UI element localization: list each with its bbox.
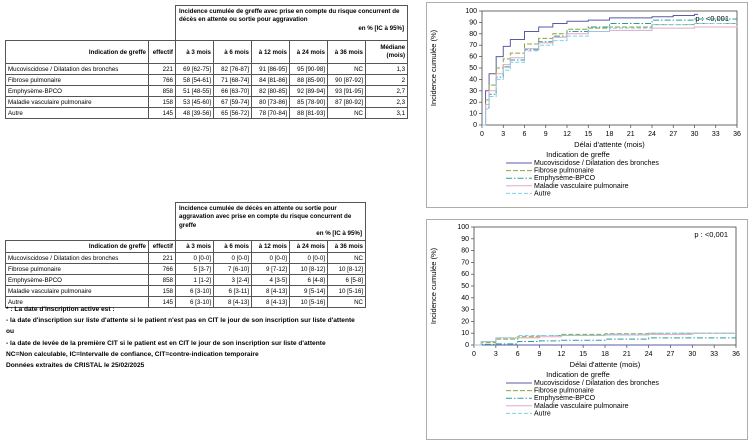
x-tick-label: 21 [622,351,631,358]
table-cell: 92 [89-94] [290,86,328,97]
row-label: Emphysème-BPCO [6,86,149,97]
p-value-label: p : <0,001 [694,230,728,239]
y-tick-label: 40 [469,76,477,84]
x-tick-label: 30 [688,351,697,358]
row-label: Mucoviscidose / Dilatation des bronches [6,64,149,75]
table-row [6,264,366,275]
table-cell: NC [328,64,366,75]
graft-incidence-table [5,5,408,119]
table-row [6,64,408,75]
footnote-line: - la date de levée de la première CIT si le patient est en CIT le jour de son inscription sur liste d'attente [6,339,326,347]
table-cell: 10 [8-12] [290,264,328,275]
table-cell: 82 [80-85] [252,86,290,97]
y-tick-label: 70 [461,259,469,267]
table-cell: 65 [56-72] [214,108,252,119]
table-cell: 0 [0-0] [290,253,328,264]
x-tick-label: 9 [537,351,542,358]
table-row [6,286,366,297]
x-tick-label: 33 [710,351,719,358]
table-cell: 221 [149,253,176,264]
column-header: Indication de greffe [6,41,149,64]
x-axis-label: Délai d'attente (mois) [569,360,641,369]
death-incidence-table [5,202,366,308]
table-cell: 9 [7-12] [252,264,290,275]
table-cell: NC [328,297,366,308]
x-tick-label: 36 [732,351,740,358]
table-header-row [6,241,366,253]
legend-title: Indication de greffe [546,370,610,379]
table-cell: 80 [73-86] [252,97,290,108]
legend-title: Indication de greffe [546,150,610,159]
y-tick-label: 90 [461,235,469,243]
table-row [6,75,408,86]
table-title-unit: en % [IC à 95%] [358,24,405,32]
x-axis-label: Délai d'attente (mois) [574,140,645,149]
table-cell: 158 [149,97,176,108]
x-tick-label: 18 [601,351,609,358]
table-cell: 93 [91-95] [328,86,366,97]
table-cell: 3,1 [366,108,408,119]
y-tick-label: 10 [461,330,469,338]
x-tick-label: 0 [472,351,476,358]
table-cell: 221 [149,64,176,75]
table-title-text: Incidence cumulée de décès en attente ou sortie pour aggravation avec prise en compte du risque concurrent de greffe [179,205,352,229]
column-header: Médiane (mois) [366,41,408,64]
table-cell: 10 [5-16] [328,286,366,297]
table-cell: 858 [149,86,176,97]
table-cell: 766 [149,264,176,275]
table-cell: 84 [81-86] [252,75,290,86]
legend-entry: Fibrose pulmonaire [534,387,594,395]
table-row [6,97,408,108]
death-incidence-chart [426,219,748,440]
x-tick-label: 36 [733,131,741,138]
table-cell: 145 [149,297,176,308]
table-cell: 48 [39-56] [176,108,214,119]
table-cell: 1 [1-2] [176,275,214,286]
column-header: à 6 mois [214,241,252,253]
table-cell: NC [328,108,366,119]
table-cell: 51 [48-55] [176,86,214,97]
footnote-line: NC=Non calculable, IC=Intervalle de confiance, CIT=contre-indication temporaire [6,350,259,358]
table-cell: 858 [149,275,176,286]
y-tick-label: 50 [469,65,477,72]
column-header: Indication de greffe [6,241,149,253]
table-cell: 6 [4-8] [290,275,328,286]
legend-entry: Autre [534,410,551,418]
table-title-text: Incidence cumulée de greffe avec prise en compte du risque concurrent de décès en attente ou sortie pour aggravation [179,8,400,24]
table-cell: 87 [80-92] [328,97,366,108]
y-tick-label: 0 [473,122,477,129]
table-cell: 91 [86-95] [252,64,290,75]
x-tick-label: 3 [493,351,498,358]
y-tick-label: 60 [461,271,469,279]
y-axis-label: Incidence cumulée (%) [429,29,438,107]
y-tick-label: 60 [469,53,477,61]
table-title-row [6,6,408,41]
table-cell: 78 [70-84] [252,108,290,119]
table-cell: 3 [2-4] [214,275,252,286]
x-tick-label: 15 [579,351,588,358]
row-label: Autre [6,297,149,308]
table-cell: 2,3 [366,97,408,108]
table-cell: 69 [62-75] [176,64,214,75]
y-tick-label: 100 [465,8,477,15]
y-tick-label: 40 [461,294,469,302]
death-incidence-chart-svg [426,219,748,440]
table-cell: 88 [81-93] [290,108,328,119]
table-cell: 67 [59-74] [214,97,252,108]
table-cell: 4 [3-5] [252,275,290,286]
legend-entry: Maladie vasculaire pulmonaire [534,402,629,410]
column-header: à 3 mois [176,41,214,64]
table-cell: 6 [3-10] [176,286,214,297]
table-cell: 71 [68-74] [214,75,252,86]
footnote-line: ou [6,328,15,336]
x-tick-label: 30 [690,131,699,138]
y-tick-label: 90 [469,19,477,27]
table-cell: 0 [0-0] [252,253,290,264]
legend-entry: Mucoviscidose / Dilatation des bronches [534,380,659,387]
table-cell: 85 [78-90] [290,97,328,108]
table-cell: 8 [4-13] [252,297,290,308]
x-tick-label: 24 [648,131,656,138]
table-cell: 6 [5-8] [328,275,366,286]
table-row [6,253,366,264]
x-tick-label: 6 [515,351,520,358]
y-tick-label: 50 [461,283,469,290]
table-cell: 8 [4-13] [252,286,290,297]
table-cell: 53 [45-60] [176,97,214,108]
row-label: Maladie vasculaire pulmonaire [6,97,149,108]
table-title [176,6,408,41]
footnote-line: * : La date d'inscription active est : [6,306,115,313]
table-cell: 1,3 [366,64,408,75]
table-row [6,275,366,286]
legend-entry: Mucoviscidose / Dilatation des bronches [534,160,659,167]
row-label: Fibrose pulmonaire [6,75,149,86]
table-cell: 0 [0-0] [214,253,252,264]
x-tick-label: 33 [711,131,720,138]
table-cell: 88 [85-90] [290,75,328,86]
table-cell: 7 [6-10] [214,264,252,275]
column-header: à 6 mois [214,41,252,64]
legend-entry: Maladie vasculaire pulmonaire [534,182,629,190]
table-cell: 5 [3-7] [176,264,214,275]
x-tick-label: 0 [480,131,484,138]
column-header: à 36 mois [328,241,366,253]
table-title [176,203,366,241]
table-title-row [6,203,366,241]
x-tick-label: 12 [557,351,566,358]
table-cell: 10 [5-16] [290,297,328,308]
table-cell: 158 [149,286,176,297]
table-row [6,108,408,119]
y-tick-label: 20 [461,318,469,326]
y-tick-label: 80 [461,247,469,255]
row-label: Autre [6,108,149,119]
x-tick-label: 6 [522,131,527,138]
column-header: à 24 mois [290,41,328,64]
y-tick-label: 20 [469,99,477,107]
x-tick-label: 9 [543,131,548,138]
table-cell: 2,7 [366,86,408,97]
column-header: à 36 mois [328,41,366,64]
table-title-unit: en % [IC à 95%] [316,230,362,238]
x-tick-label: 27 [669,131,678,138]
table-cell: 145 [149,108,176,119]
legend-entry: Fibrose pulmonaire [534,167,594,175]
row-label: Fibrose pulmonaire [6,264,149,275]
row-label: Maladie vasculaire pulmonaire [6,286,149,297]
graft-incidence-chart [426,2,748,208]
column-header: à 12 mois [252,41,290,64]
row-label: Emphysème-BPCO [6,275,149,286]
y-tick-label: 10 [469,110,477,118]
table-cell: 90 [87-92] [328,75,366,86]
table-cell: 66 [63-70] [214,86,252,97]
p-value-label: p : <0,001 [695,14,729,23]
x-tick-label: 24 [644,351,653,358]
column-header: à 3 mois [176,241,214,253]
table-cell: 2 [366,75,408,86]
table-cell: 95 [90-98] [290,64,328,75]
y-tick-label: 0 [465,342,469,349]
x-tick-label: 15 [584,131,593,138]
y-tick-label: 70 [469,42,477,50]
y-axis-label: Incidence cumulée (%) [429,247,438,325]
graft-incidence-chart-svg [426,2,748,208]
row-label: Mucoviscidose / Dilatation des bronches [6,253,149,264]
column-header: effectif [149,41,176,64]
footnote-line: Données extraites de CRISTAL le 25/02/2025 [6,362,145,370]
column-header: effectif [149,241,176,253]
x-tick-label: 12 [563,131,571,138]
table-cell: 82 [76-87] [214,64,252,75]
x-tick-label: 3 [501,131,506,138]
table-cell: 10 [8-12] [328,264,366,275]
column-header: à 24 mois [290,241,328,253]
table-cell: 766 [149,75,176,86]
table-cell: NC [328,253,366,264]
column-header: à 12 mois [252,241,290,253]
x-tick-label: 27 [666,351,675,358]
table-cell: 58 [54-61] [176,75,214,86]
legend-entry: Emphysème-BPCO [534,175,596,183]
legend-entry: Autre [534,190,551,198]
footnote-line: - la date d'inscription sur liste d'attente si le patient n'est pas en CIT le jour de son inscription sur liste d'attente [6,317,355,325]
y-tick-label: 80 [469,30,477,38]
table-cell: 8 [4-13] [214,297,252,308]
table-cell: 9 [5-14] [290,286,328,297]
y-tick-label: 30 [461,306,469,314]
table-cell: 6 [3-10] [176,297,214,308]
table-cell: 6 [3-11] [214,286,252,297]
y-tick-label: 100 [457,224,469,231]
x-tick-label: 21 [626,131,635,138]
table-row [6,86,408,97]
legend-entry: Emphysème-BPCO [534,395,596,403]
y-tick-label: 30 [469,87,477,95]
table-header-row [6,41,408,64]
table-cell: 0 [0-0] [176,253,214,264]
footnotes [6,304,355,371]
x-tick-label: 18 [605,131,614,138]
